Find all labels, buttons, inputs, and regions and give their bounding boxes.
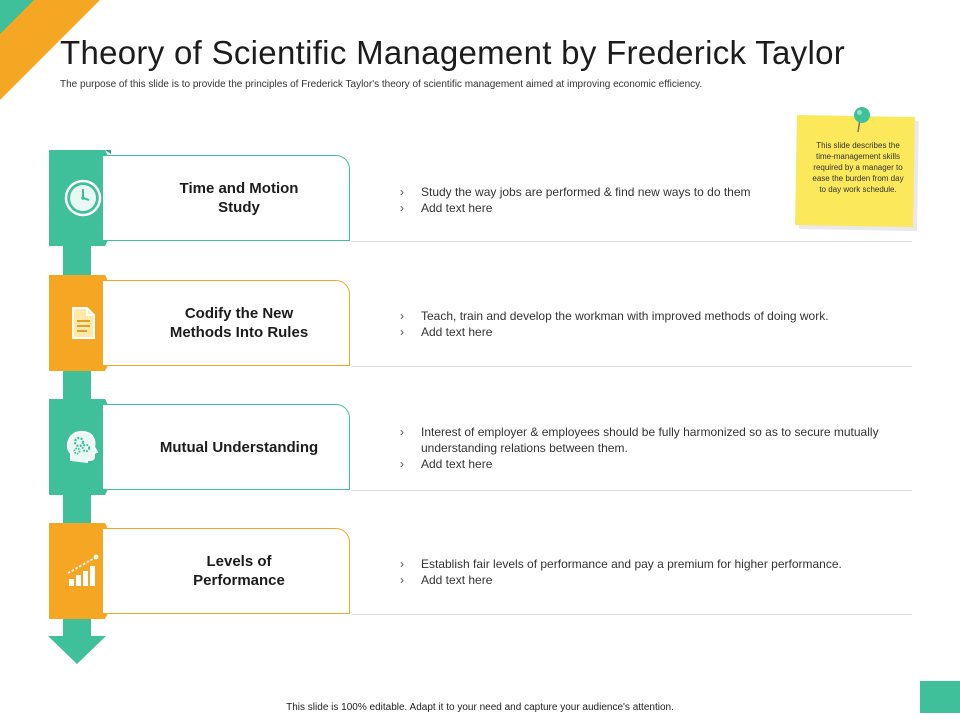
chevron-right-icon: › — [400, 425, 404, 439]
row-bullets — [400, 308, 910, 340]
chevron-right-icon: › — [400, 309, 404, 323]
row-divider — [352, 490, 912, 491]
bullet-text: Add text here — [421, 457, 493, 471]
bullet-text: Add text here — [421, 573, 493, 587]
page-subtitle: The purpose of this slide is to provide the principles of Frederick Taylor's theory of scientific management aimed at improving economic efficiency. — [60, 79, 703, 90]
row-label-text: Mutual Understanding — [159, 438, 319, 456]
timeline-arrow-down-icon — [48, 636, 106, 664]
row-label-text: Codify the New Methods Into Rules — [169, 305, 309, 341]
row-label — [128, 275, 350, 371]
chevron-right-icon: › — [400, 201, 404, 215]
chevron-right-icon: › — [400, 325, 404, 339]
principle-row-mutual-understanding — [0, 399, 960, 499]
row-bullets — [400, 424, 880, 472]
row-divider — [352, 241, 912, 242]
row-divider — [352, 614, 912, 615]
page-title: Theory of Scientific Management by Frederick Taylor — [60, 34, 846, 71]
pushpin-icon — [850, 105, 874, 135]
row-label-text: Levels of Performance — [193, 553, 285, 589]
head-gears-icon — [63, 427, 103, 467]
bullet-item — [400, 184, 795, 200]
row-label — [128, 523, 350, 619]
bullet-item — [400, 572, 910, 588]
row-label-text: Time and Motion Study — [179, 180, 299, 216]
bar-chart-growth-icon — [63, 551, 103, 591]
bullet-item — [400, 424, 880, 456]
bullet-item — [400, 456, 880, 472]
bullet-text: Add text here — [421, 201, 493, 215]
sticky-note-text: This slide describes the time-management skills required by a manager to ease the burden from day to day work schedule. — [812, 141, 904, 194]
bullet-text: Establish fair levels of performance and pay a premium for higher performance. — [421, 557, 842, 571]
clock-icon — [63, 178, 103, 218]
chevron-right-icon: › — [400, 557, 404, 571]
bullet-text: Study the way jobs are performed & find new ways to do them — [421, 185, 751, 199]
bullet-item — [400, 556, 910, 572]
chevron-right-icon: › — [400, 573, 404, 587]
row-label — [128, 150, 350, 246]
bullet-item — [400, 200, 795, 216]
footer-text: This slide is 100% editable. Adapt it to your need and capture your audience's attention. — [286, 702, 674, 713]
bullet-item — [400, 308, 910, 324]
bullet-text: Add text here — [421, 325, 493, 339]
row-bullets — [400, 556, 910, 588]
principle-row-codify-rules — [0, 275, 960, 375]
bullet-text: Teach, train and develop the workman with improved methods of doing work. — [421, 309, 829, 323]
row-label — [128, 399, 350, 495]
row-bullets — [400, 184, 795, 216]
chevron-right-icon: › — [400, 457, 404, 471]
document-icon — [63, 303, 103, 343]
bullet-item — [400, 324, 910, 340]
chevron-right-icon: › — [400, 185, 404, 199]
bullet-text: Interest of employer & employees should be fully harmonized so as to secure mutually understanding relations between them. — [421, 425, 879, 455]
row-divider — [352, 366, 912, 367]
principle-row-levels-performance — [0, 523, 960, 623]
